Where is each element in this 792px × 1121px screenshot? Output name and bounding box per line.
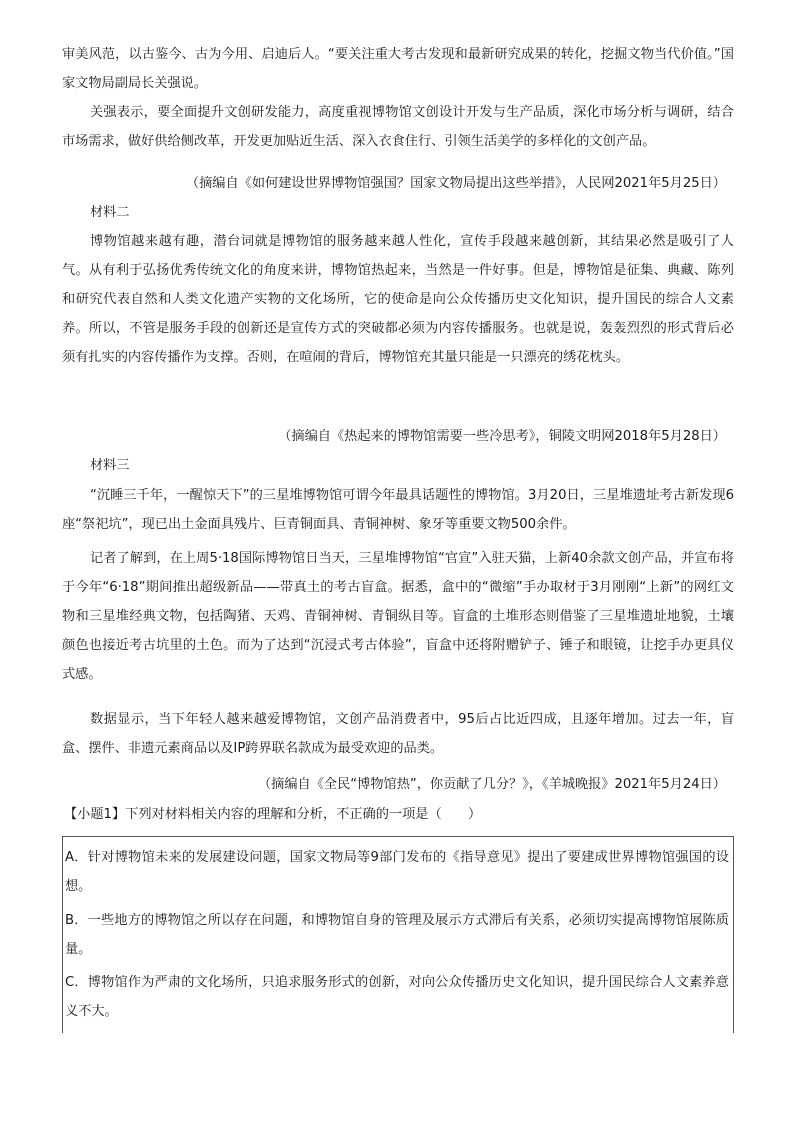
source-citation-2: （摘编自《热起来的博物馆需要一些冷思考》，铜陵文明网2018年5月28日） [278, 429, 726, 444]
paragraph-intro-end: 审美风范，以古鉴今、古为今用、启迪后人。“要关注重大考古发现和最新研究成果的转化，挖掘文物当代价值。”国家文物局副局长关强说。 [62, 47, 734, 91]
option-b[interactable]: B．一些地方的博物馆之所以存在问题，和博物馆自身的管理及展示方式滞后有关系，必须切实提高博物馆展陈质量。 [65, 913, 729, 957]
option-c[interactable]: C．博物馆作为严肃的文化场所，只追求服务形式的创新，对向公众传播历史文化知识，提升国民综合人文素养意义不大。 [65, 975, 729, 1019]
question-stem: 【小题1】下列对材料相关内容的理解和分析，不正确的一项是（ ） [64, 807, 482, 822]
material-3-heading: 材料三 [90, 458, 130, 473]
material-2-text: 博物馆越来越有趣，潜台词就是博物馆的服务越来越人性化，宣传手段越来越创新，其结果必然是吸引了人气。从有利于弘扬优秀传统文化的角度来讲，博物馆热起来，当然是一件好事。但是，博物馆是征集、典藏、陈列和研究代表自然和人类文化遗产实物的文化场所，它的使命是向公众传播历史文化知识，提升国民的综合人文素养。所以，不管是服务手段的创新还是宣传方式的突破都必须为内容传播服务。也就是说，轰轰烈烈的形式背后必须有扎实的内容传播作为支撑。否则，在喧闹的背后，博物馆充其量只能是一只漂亮的绣花枕头。 [62, 234, 734, 365]
material-3-paragraph-3: 数据显示，当下年轻人越来越爱博物馆，文创产品消费者中，95后占比近四成，且逐年增加。过去一年，盲盒、摆件、非遗元素商品以及IP跨界联名款成为最受欢迎的品类。 [62, 712, 734, 756]
source-citation-3: （摘编自《全民“博物馆热”，你贡献了几分？》，《羊城晚报》2021年5月24日） [257, 777, 726, 792]
option-a[interactable]: A．针对博物馆未来的发展建设问题，国家文物局等9部门发布的《指导意见》提出了要建成世界博物馆强国的设想。 [65, 850, 729, 894]
material-3-paragraph-1: “沉睡三千年，一醒惊天下”的三星堆博物馆可谓今年最具话题性的博物馆。3月20日，三星堆遗址考古新发现6座“祭祀坑”，现已出土金面具残片、巨青铜面具、青铜神树、象牙等重要文物500余件。 [62, 488, 734, 532]
material-3-paragraph-2: 记者了解到，在上周5·18国际博物馆日当天，三星堆博物馆“官宣”入驻天猫，上新40余款文创产品，并宣布将于今年“6·18”期间推出超级新品——带真土的考古盲盒。据悉，盒中的“微缩”手办取材于3月刚刚“上新”的网红文物和三星堆经典文物，包括陶猪、天鸡、青铜神树、青铜纵目等。盲盒的土堆形态则借鉴了三星堆遗址地貌，土壤颜色也接近考古坑里的土色。而为了达到“沉浸式考古体验”，盲盒中还将附赠铲子、锤子和眼镜，让挖手办更具仪式感。 [62, 551, 734, 682]
source-citation-1: （摘编自《如何建设世界博物馆强国？国家文物局提出这些举措》，人民网2021年5月25日） [185, 176, 726, 191]
answer-options-box [62, 836, 734, 1033]
paragraph-guanqiang: 关强表示，要全面提升文创研发能力，高度重视博物馆文创设计开发与生产品质，深化市场分析与调研，结合市场需求，做好供给侧改革，开发更加贴近生活、深入衣食住行、引领生活美学的多样化的文创产品。 [62, 105, 734, 149]
material-2-heading: 材料二 [90, 205, 130, 220]
